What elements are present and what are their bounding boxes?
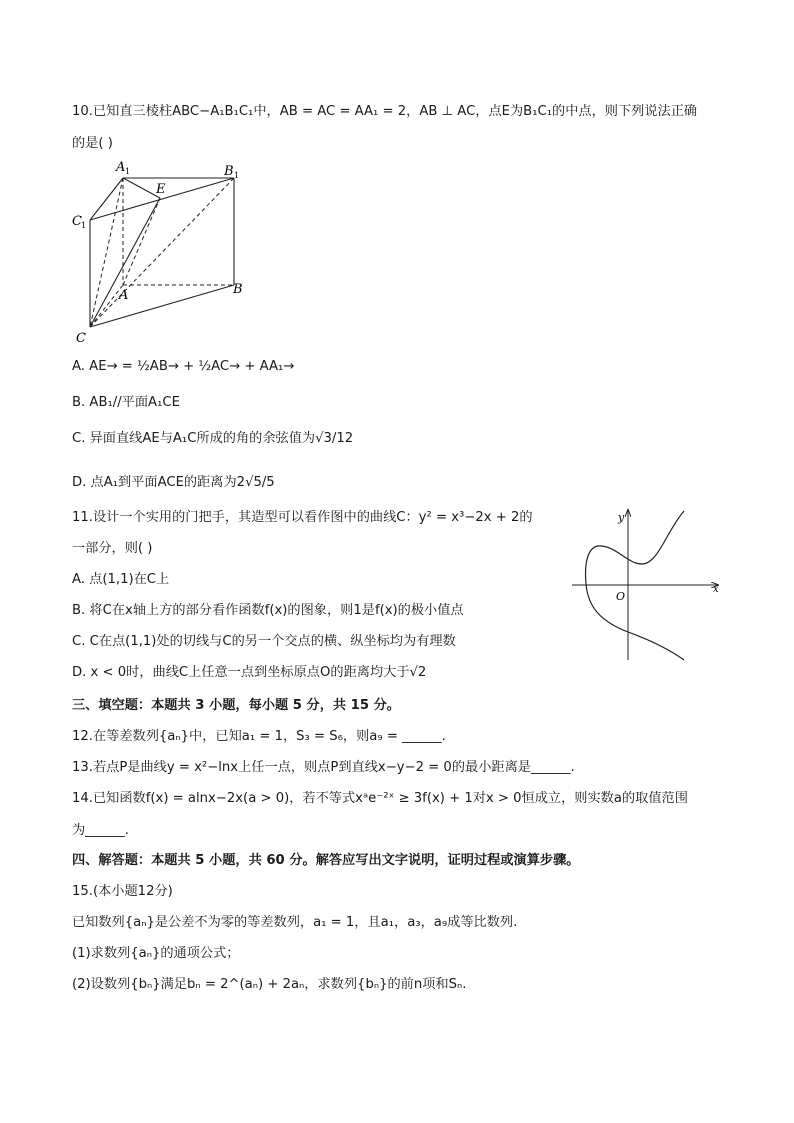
q10-option-c: C. 异面直线AE与A₁C所成的角的余弦值为√3/12 [72,431,354,446]
label-b: B [233,282,243,297]
edge-a1-e [123,178,160,198]
label-a: A [119,288,129,303]
section-4-heading: 四、解答题：本题共 5 小题，共 60 分。解答应写出文字说明，证明过程或演算步骤。 [72,853,580,868]
q11-stem-line2: 一部分，则( ) [72,541,153,556]
q15-stem: 已知数列{aₙ}是公差不为零的等差数列，a₁ = 1，且a₁，a₃，a₉成等比数列. [72,915,518,930]
q10-stem-line1: 10.已知直三棱柱ABC−A₁B₁C₁中，AB = AC = AA₁ = 2，AB ⊥ AC，点E为B₁C₁的中点，则下列说法正确 [72,104,698,119]
q14-line2: 为______. [72,823,129,838]
axis-label-y: y [618,511,625,524]
label-c1: C [72,214,82,229]
q10-option-d: D. 点A₁到平面ACE的距离为2√5/5 [72,475,275,490]
q11-option-c: C. C在点(1,1)处的切线与C的另一个交点的横、纵坐标均为有理数 [72,634,456,649]
q12: 12.在等差数列{aₙ}中，已知a₁ = 1，S₃ = S₆，则a₉ = ______. [72,729,446,744]
q10-stem-line2: 的是( ) [72,136,113,151]
q11-option-d: D. x < 0时，曲线C上任意一点到坐标原点O的距离均大于√2 [72,665,427,680]
dashed-a1-c [90,178,123,327]
q11-stem-line1: 11.设计一个实用的门把手，其造型可以看作图中的曲线C：y² = x³−2x + 2的 [72,510,533,525]
label-b1: B [224,164,234,179]
q10-option-a: A. AE→ = ½AB→ + ½AC→ + AA₁→ [72,359,295,374]
dashed-a-e [123,198,160,285]
q15-header: 15.(本小题12分) [72,884,173,899]
label-a1: A [116,160,126,175]
edge-c-b [90,285,234,327]
label-a1-sub: 1 [125,167,131,176]
q15-part1: (1)求数列{aₙ}的通项公式； [72,946,240,961]
q14-line1: 14.已知函数f(x) = alnx−2x(a > 0)，若不等式xᵃe⁻²ˣ ≥ 3f(x) + 1对x > 0恒成立，则实数a的取值范围 [72,791,688,806]
label-c: C [76,331,86,346]
label-b1-sub: 1 [234,171,240,180]
section-3-heading: 三、填空题：本题共 3 小题，每小题 5 分，共 15 分。 [72,698,400,713]
axis-label-x: x [713,584,719,595]
q15-part2: (2)设数列{bₙ}满足bₙ = 2^(aₙ) + 2aₙ，求数列{bₙ}的前n项和Sₙ. [72,977,467,992]
q11-option-a: A. 点(1,1)在C上 [72,572,170,587]
q11-option-b: B. 将C在x轴上方的部分看作函数f(x)的图象，则1是f(x)的极小值点 [72,603,464,618]
dashed-c-b1 [90,178,234,327]
q13: 13.若点P是曲线y = x²−lnx上任一点，则点P到直线x−y−2 = 0的最小距离是______. [72,760,575,775]
q10-option-b: B. AB₁//平面A₁CE [72,395,180,410]
curve-graph [566,504,726,666]
origin-label: O [616,590,626,603]
label-c1-sub: 1 [81,221,87,230]
prism-figure [66,156,256,346]
label-e: E [156,182,166,197]
